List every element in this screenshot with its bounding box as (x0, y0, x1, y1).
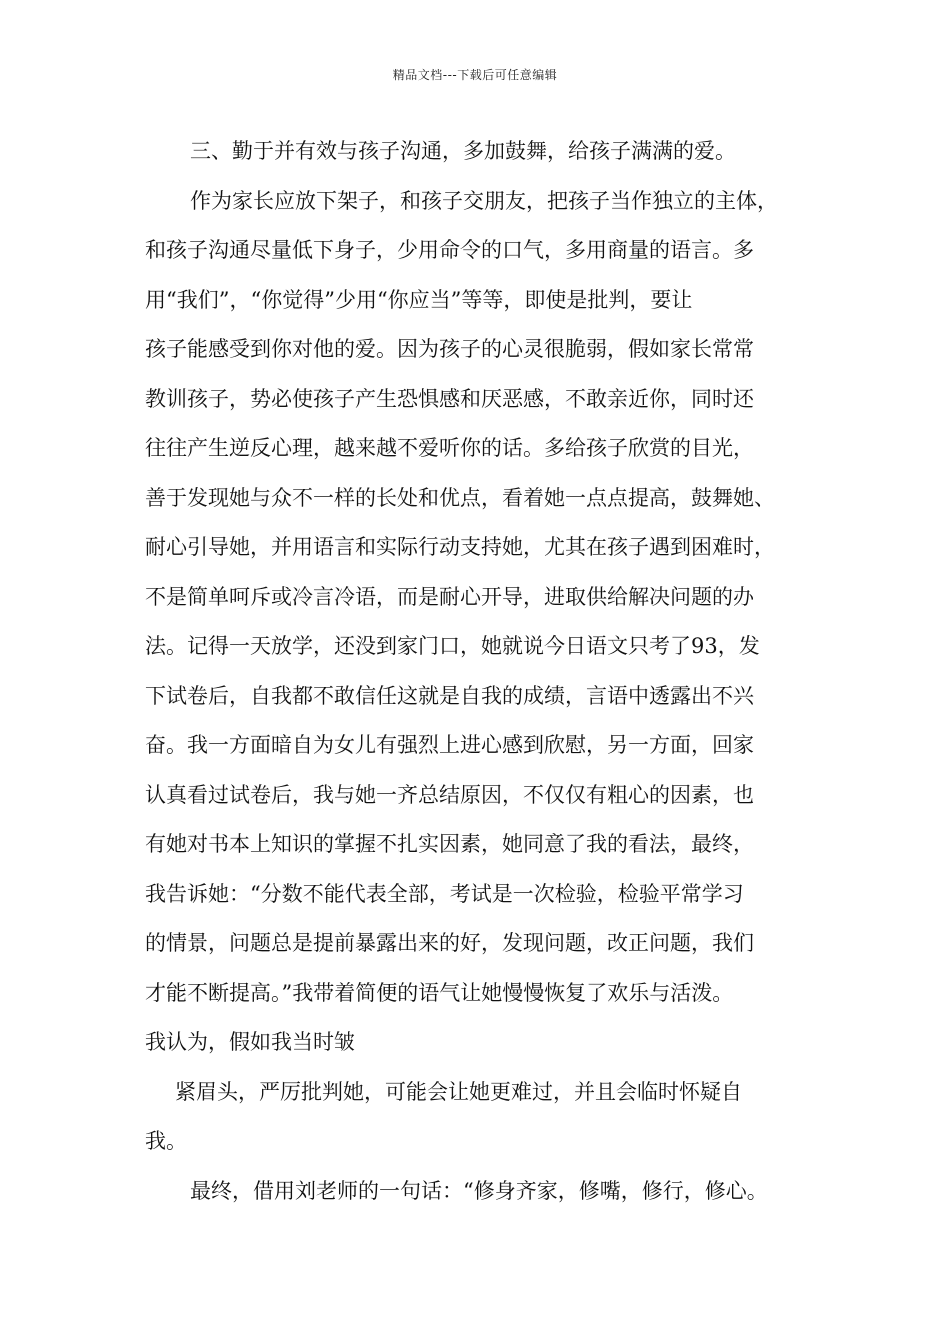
paragraph-line: 紧眉头，严厉批判她，可能会让她更难过，并且会临时怀疑自 (175, 1079, 742, 1104)
paragraph-line: 作为家长应放下架子，和孩子交朋友，把孩子当作独立的主体， (190, 188, 778, 213)
paragraph-line: 认真看过试卷后，我与她一齐总结原因，不仅仅有粗心的因素，也 (145, 782, 754, 807)
paragraph-line: 用“我们”，“你觉得”少用“你应当”等等，即使是批判，要让 (145, 287, 693, 312)
paragraph-line: 善于发现她与众不一样的长处和优点，看着她一点点提高，鼓舞她、 (145, 485, 775, 510)
paragraph-line: 的情景，问题总是提前暴露出来的好，发现问题，改正问题，我们 (145, 931, 754, 955)
paragraph-line: 教训孩子，势必使孩子产生恐惧感和厌恶感，不敢亲近你，同时还 (145, 386, 754, 411)
paragraph-line: 往往产生逆反心理，越来越不爱听你的话。多给孩子欣赏的目光， (145, 436, 754, 460)
paragraph-line: 奋。我一方面暗自为女儿有强烈上进心感到欣慰，另一方面，回家 (145, 733, 754, 757)
paragraph-line: 下试卷后，自我都不敢信任这就是自我的成绩，言语中透露出不兴 (145, 683, 754, 708)
paragraph-line: 耐心引导她，并用语言和实际行动支持她，尤其在孩子遇到困难时， (145, 535, 775, 559)
paragraph-line: 有她对书本上知识的掌握不扎实因素，她同意了我的看法，最终， (145, 832, 754, 856)
paragraph-line: 孩子能感受到你对他的爱。因为孩子的心灵很脆弱，假如家长常常 (145, 337, 754, 361)
paragraph-line: 法。记得一天放学，还没到家门口，她就说今日语文只考了93，发 (145, 634, 760, 658)
paragraph-line: 最终，借用刘老师的一句话：“修身齐家，修嘴，修行，修心。 (190, 1178, 768, 1203)
paragraph-line: 我认为，假如我当时皱 (145, 1030, 355, 1054)
paragraph-line: 我告诉她：“分数不能代表全部，考试是一次检验，检验平常学习 (145, 881, 744, 906)
paragraph-line: 我。 (145, 1129, 187, 1153)
page-header: 精品文档---下载后可任意编辑 (392, 68, 558, 82)
paragraph-line: 才能不断提高。”我带着简便的语气让她慢慢恢复了欢乐与活泼。 (145, 980, 734, 1005)
paragraph-line: 不是简单呵斥或冷言冷语，而是耐心开导，进取供给解决问题的办 (145, 584, 754, 609)
document-body (145, 127, 825, 1216)
section-heading: 三、勤于并有效与孩子沟通，多加鼓舞，给孩子满满的爱。 (190, 139, 736, 163)
paragraph-line: 和孩子沟通尽量低下身子，少用命令的口气，多用商量的语言。多 (145, 238, 754, 262)
